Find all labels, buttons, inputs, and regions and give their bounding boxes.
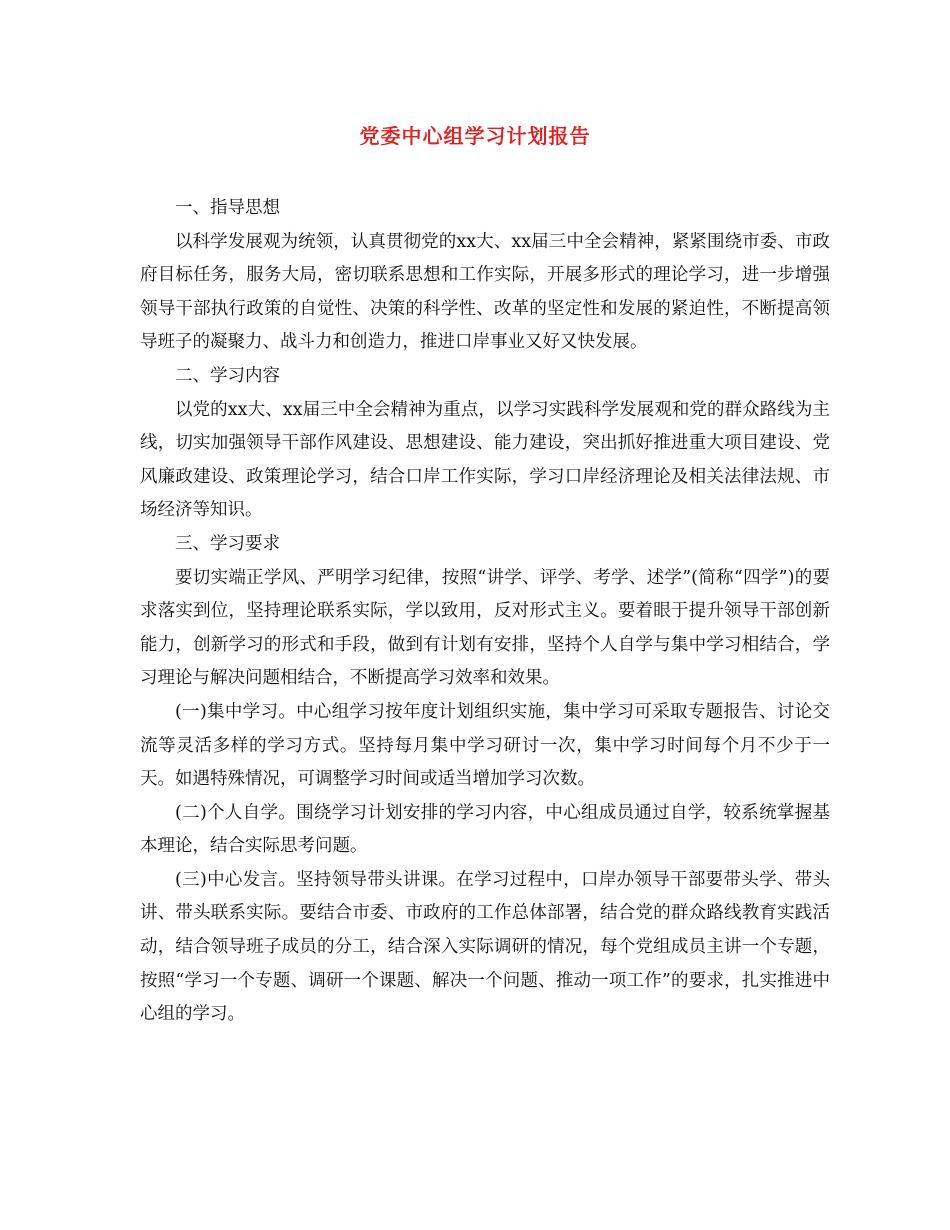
section-heading-study-requirements: 三、学习要求 xyxy=(175,533,280,554)
paragraph-self-study: (二)个人自学。围绕学习计划安排的学习内容，中心组成员通过自学，较系统掌握基本理论，结合实际思考问题。 xyxy=(140,802,830,857)
paragraph-study-content: 以党的xx大、xx届三中全会精神为重点，以学习实践科学发展观和党的群众路线为主线，切实加强领导干部作风建设、思想建设、能力建设，突出抓好推进重大项目建设、党风廉政建设、政策理论学习，结合口岸工作实际，学习口岸经济理论及相关法律法规、市场经济等知识。 xyxy=(140,399,830,521)
paragraph-centralized-study: (一)集中学习。中心组学习按年度计划组织实施，集中学习可采取专题报告、讨论交流等灵活多样的学习方式。坚持每月集中学习研讨一次，集中学习时间每个月不少于一天。如遇特殊情况，可调整学习时间或适当增加学习次数。 xyxy=(140,701,830,790)
paragraph-guiding-ideology: 以科学发展观为统领，认真贯彻党的xx大、xx届三中全会精神，紧紧围绕市委、市政府目标任务，服务大局，密切联系思想和工作实际，开展多形式的理论学习，进一步增强领导干部执行政策的自觉性、决策的科学性、改革的坚定性和发展的紧迫性，不断提高领导班子的凝聚力、战斗力和创造力，推进口岸事业又好又快发展。 xyxy=(140,231,830,353)
paragraph-study-requirements: 要切实端正学风、严明学习纪律，按照“讲学、评学、考学、述学”(简称“四学”)的要求落实到位，坚持理论联系实际，学以致用，反对形式主义。要着眼于提升领导干部创新能力，创新学习的形式和手段，做到有计划有安排，坚持个人自学与集中学习相结合，学习理论与解决问题相结合，不断提高学习效率和效果。 xyxy=(140,567,830,689)
paragraph-central-speech: (三)中心发言。坚持领导带头讲课。在学习过程中，口岸办领导干部要带头学、带头讲、带头联系实际。要结合市委、市政府的工作总体部署，结合党的群众路线教育实践活动，结合领导班子成员的分工，结合深入实际调研的情况，每个党组成员主讲一个专题，按照“学习一个专题、调研一个课题、解决一个问题、推动一项工作”的要求，扎实推进中心组的学习。 xyxy=(140,869,830,1025)
document-title: 党委中心组学习计划报告 xyxy=(359,124,591,148)
document-body xyxy=(140,192,830,1032)
section-heading-guiding-ideology: 一、指导思想 xyxy=(175,198,280,218)
section-heading-study-content: 二、学习内容 xyxy=(175,365,280,386)
